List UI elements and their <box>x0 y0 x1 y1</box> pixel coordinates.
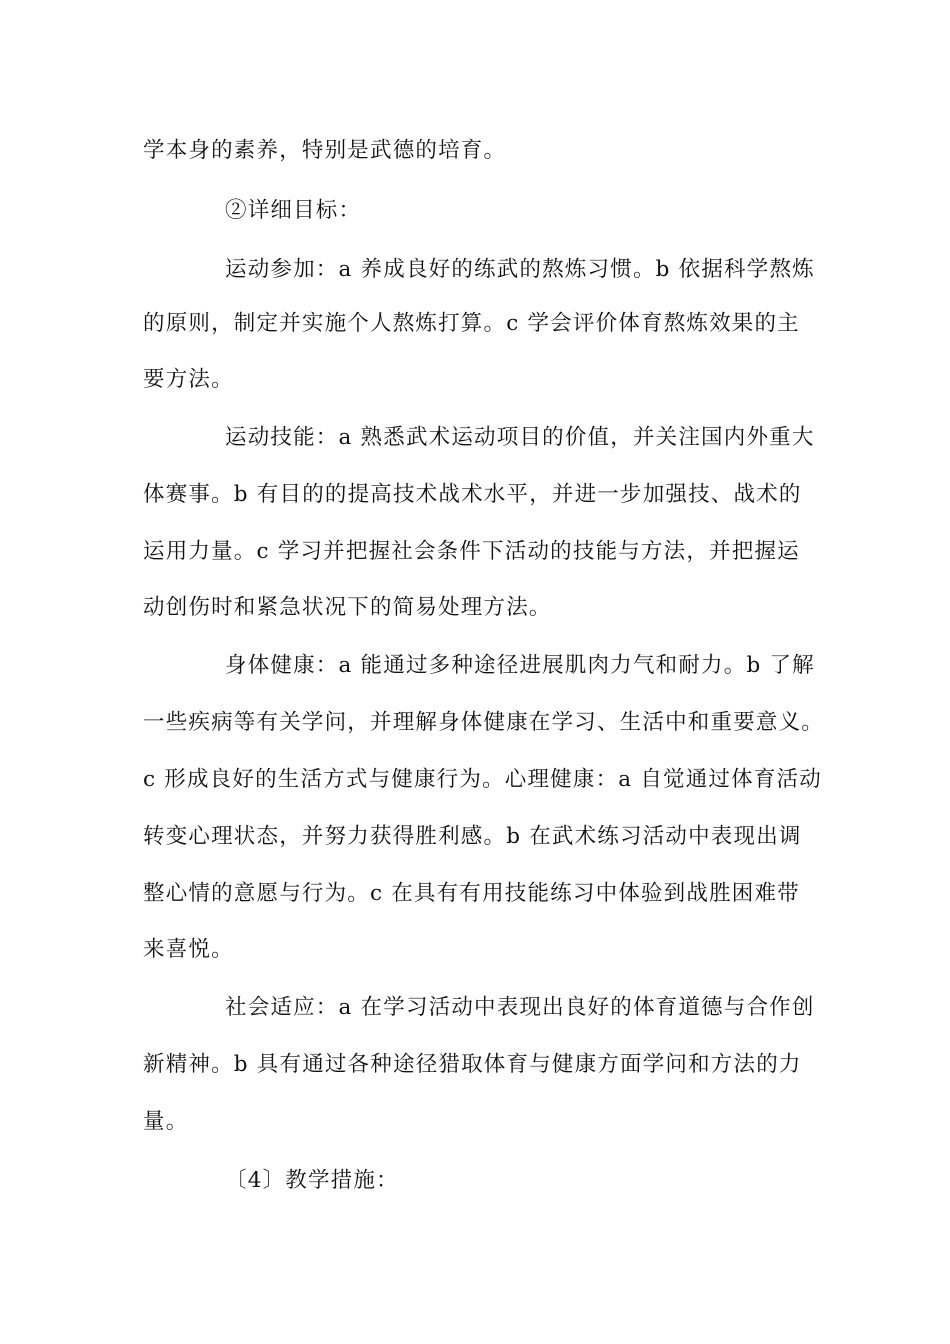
paragraph-line: 运用力量。c 学习并把握社会条件下活动的技能与方法，并把握运 <box>143 539 800 564</box>
paragraph-line: 整心情的意愿与行为。c 在具有有用技能练习中体验到战胜困难带 <box>143 881 800 906</box>
paragraph-line: 运动技能：a 熟悉武术运动项目的价值，并关注国内外重大 <box>225 425 815 450</box>
paragraph-line: 新精神。b 具有通过各种途径猎取体育与健康方面学问和方法的力 <box>143 1052 802 1077</box>
paragraph-line: 一些疾病等有关学问，并理解身体健康在学习、生活中和重要意义。 <box>143 710 825 735</box>
paragraph-line: 的原则，制定并实施个人熬炼打算。c 学会评价体育熬炼效果的主 <box>143 311 800 336</box>
paragraph-line: 身体健康：a 能通过多种途径进展肌肉力气和耐力。b 了解 <box>225 653 815 678</box>
paragraph-line: c 形成良好的生活方式与健康行为。心理健康：a 自觉通过体育活动 <box>143 767 822 792</box>
paragraph-line: 社会适应：a 在学习活动中表现出良好的体育道德与合作创 <box>225 995 815 1020</box>
paragraph-line: 运动参加：a 养成良好的练武的熬炼习惯。b 依据科学熬炼 <box>225 257 815 282</box>
paragraph-line: 学本身的素养，特别是武德的培育。 <box>143 138 507 163</box>
section-heading: ②详细目标： <box>225 198 362 223</box>
paragraph-line: 动创伤时和紧急状况下的简易处理方法。 <box>143 595 552 620</box>
paragraph-line: 要方法。 <box>143 367 234 392</box>
section-heading: 〔4〕教学措施： <box>225 1168 399 1193</box>
paragraph-line: 体赛事。b 有目的的提高技术战术水平，并进一步加强技、战术的 <box>143 482 802 507</box>
paragraph-line: 转变心理状态，并努力获得胜利感。b 在武术练习活动中表现出调 <box>143 824 802 849</box>
paragraph-line: 量。 <box>143 1109 189 1134</box>
paragraph-line: 来喜悦。 <box>143 937 234 962</box>
